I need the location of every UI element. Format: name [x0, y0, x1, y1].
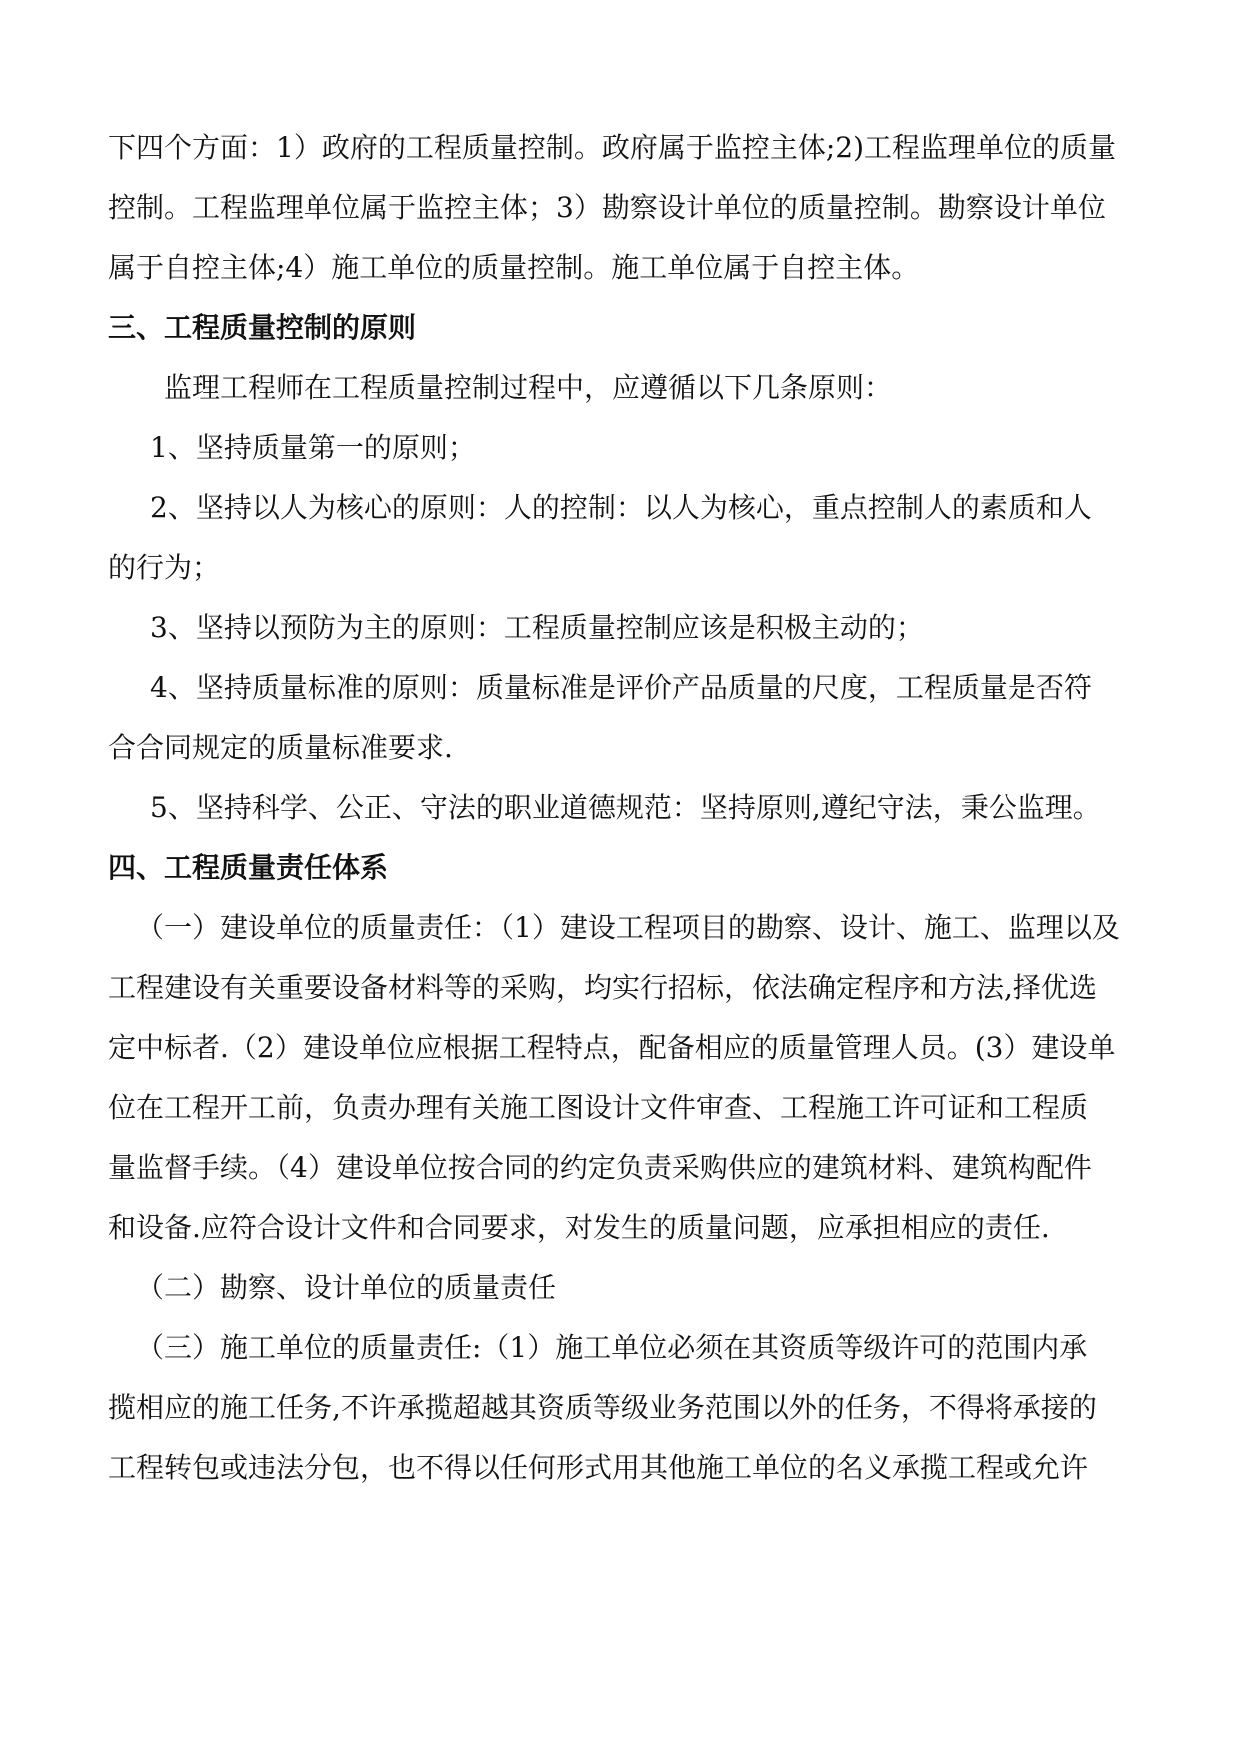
paragraph-line: 下四个方面：1）政府的工程质量控制。政府属于监控主体;2)工程监理单位的质量 — [108, 131, 1116, 164]
section-heading-3: 三、工程质量控制的原则 — [108, 311, 417, 344]
paragraph-line: 工程建设有关重要设备材料等的采购，均实行招标，依法确定程序和方法,择优选 — [108, 971, 1097, 1004]
paragraph-line: 监理工程师在工程质量控制过程中，应遵循以下几条原则： — [164, 371, 893, 404]
paragraph-line: 量监督手续。（4）建设单位按合同的约定负责采购供应的建筑材料、建筑构配件 — [108, 1151, 1092, 1184]
paragraph-line: 揽相应的施工任务,不许承揽超越其资质等级业务范围以外的任务，不得将承接的 — [108, 1391, 1097, 1424]
paragraph-line: 控制。工程监理单位属于监控主体；3）勘察设计单位的质量控制。勘察设计单位 — [108, 191, 1106, 224]
responsibility-item-2: （二）勘察、设计单位的质量责任 — [136, 1271, 557, 1304]
paragraph-line: 的行为； — [108, 551, 221, 584]
paragraph-line: 合合同规定的质量标准要求. — [108, 731, 453, 764]
section-heading-4: 四、工程质量责任体系 — [108, 851, 389, 884]
principle-item-3: 3、坚持以预防为主的原则：工程质量控制应该是积极主动的； — [150, 611, 924, 644]
paragraph-line: 定中标者.（2）建设单位应根据工程特点，配备相应的质量管理人员。(3）建设单 — [108, 1031, 1116, 1064]
principle-item-1: 1、坚持质量第一的原则； — [150, 431, 476, 464]
responsibility-item-1: （一）建设单位的质量责任：（1）建设工程项目的勘察、设计、施工、监理以及 — [136, 911, 1120, 944]
paragraph-line: 工程转包或违法分包，也不得以任何形式用其他施工单位的名义承揽工程或允许 — [108, 1451, 1089, 1484]
paragraph-line: 和设备.应符合设计文件和合同要求，对发生的质量问题，应承担相应的责任. — [108, 1211, 1050, 1244]
document-body — [108, 118, 1138, 1498]
paragraph-line: 位在工程开工前，负责办理有关施工图设计文件审查、工程施工许可证和工程质 — [108, 1091, 1089, 1124]
paragraph-line: 属于自控主体;4）施工单位的质量控制。施工单位属于自控主体。 — [108, 251, 920, 284]
principle-item-5: 5、坚持科学、公正、守法的职业道德规范：坚持原则,遵纪守法，秉公监理。 — [150, 791, 1101, 824]
principle-item-4: 4、坚持质量标准的原则：质量标准是评价产品质量的尺度，工程质量是否符 — [150, 671, 1092, 704]
responsibility-item-3: （三）施工单位的质量责任:（1）施工单位必须在其资质等级许可的范围内承 — [136, 1331, 1088, 1364]
principle-item-2: 2、坚持以人为核心的原则：人的控制：以人为核心，重点控制人的素质和人 — [150, 491, 1092, 524]
